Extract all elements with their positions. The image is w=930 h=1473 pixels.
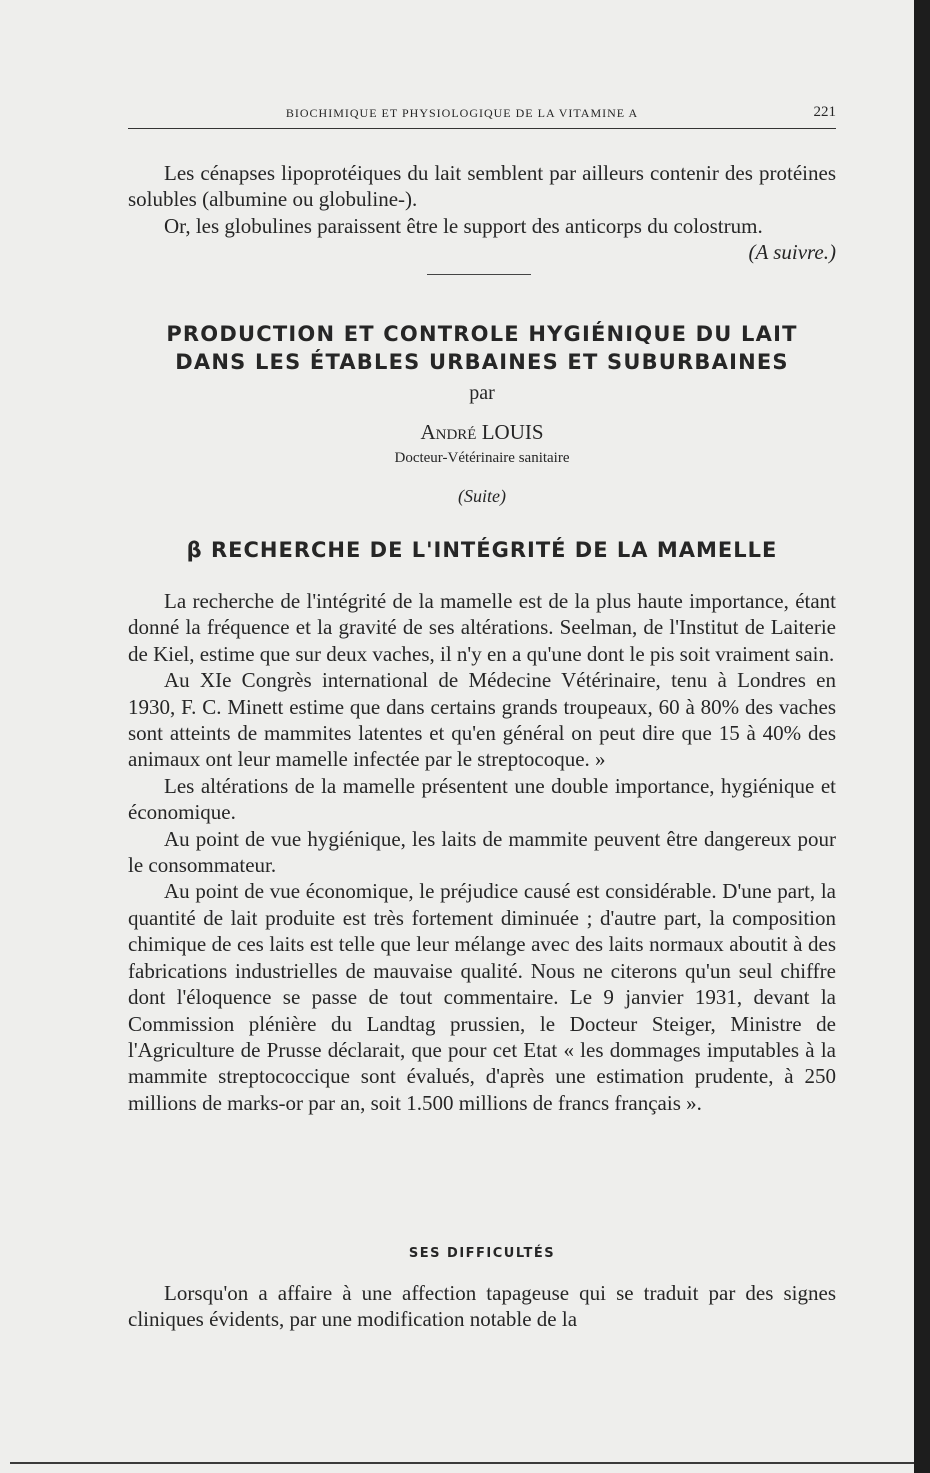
prev-paragraph-2-text: Or, les globulines paraissent être le support des anticorps du colostrum. bbox=[164, 213, 763, 238]
previous-article-ending bbox=[128, 160, 836, 266]
paragraph-4: Au point de vue hygiénique, les laits de mammite peuvent être dangereux pour le consommateur. bbox=[128, 826, 836, 878]
section-heading: β RECHERCHE DE L'INTÉGRITÉ DE LA MAMELLE bbox=[186, 538, 778, 562]
by-line: par bbox=[469, 382, 495, 404]
to-be-continued: (A suivre.) bbox=[748, 240, 836, 265]
author-affiliation: Docteur-Vétérinaire sanitaire bbox=[394, 450, 570, 466]
suite-note: (Suite) bbox=[458, 486, 506, 506]
paragraph-2: Au XIe Congrès international de Médecine Vétérinaire, tenu à Londres en 1930, F. C. Minett estime que dans certains grands troupeaux, 60 à 80% des vaches sont atteints de mammites latentes et qu'en général on peut dire que 15 à 40% des animaux ont leur mamelle infectée par le streptocoque. » bbox=[128, 668, 836, 772]
paragraph-5: Au point de vue économique, le préjudice causé est considérable. D'une part, la quantité de lait produite est très fortement diminuée ; d'autre part, la composition chimique de ces laits est telle que leur mélange avec des laits normaux aboutit à des fabrications industrielles de mauvaise qualité. Nous ne citerons qu'un seul chiffre dont l'éloquence se passe de tout commentaire. Le 9 janvier 1931, devant la Commission plénière du Landtag prussien, le Docteur Steiger, Ministre de l'Agriculture de Prusse déclarait, que pour cet Etat « les dommages imputables à la mammite streptococcique sont évalués, d'après une estimation prudente, à 250 millions de marks-or par an, soit 1.500 millions de francs français ». bbox=[128, 879, 836, 1115]
article-title-line-1: PRODUCTION ET CONTROLE HYGIÉNIQUE DU LAIT bbox=[166, 322, 798, 346]
separator-rule bbox=[427, 274, 531, 275]
author-name: André LOUIS bbox=[420, 420, 544, 444]
paragraph-3: Les altérations de la mamelle présentent une double importance, hygiénique et économique. bbox=[128, 773, 836, 825]
subsection-body bbox=[128, 1280, 836, 1333]
subsection-heading: SES DIFFICULTÉS bbox=[408, 1246, 556, 1261]
paragraph-1: La recherche de l'intégrité de la mamelle est de la plus haute importance, étant donné la fréquence et la gravité de ses altérations. Seelman, de l'Institut de Laiterie de Kiel, estime que sur deux vaches, il n'y en a qu'une dont le pis soit vraiment sain. bbox=[128, 589, 836, 666]
article-title-line-2: DANS LES ÉTABLES URBAINES ET SUBURBAINES bbox=[175, 350, 789, 374]
article-title bbox=[128, 320, 836, 376]
prev-paragraph-1: Les cénapses lipoprotéiques du lait semblent par ailleurs contenir des protéines solubles (albumine ou globuline-). bbox=[128, 161, 836, 212]
section-body bbox=[128, 588, 836, 1116]
page-number: 221 bbox=[813, 104, 836, 120]
scan-right-edge bbox=[914, 0, 930, 1473]
running-title: BIOCHIMIQUE ET PHYSIOLOGIQUE DE LA VITAMINE A bbox=[285, 106, 639, 120]
paragraph-6: Lorsqu'on a affaire à une affection tapageuse qui se traduit par des signes cliniques évidents, par une modification notable de la bbox=[128, 1281, 836, 1332]
running-head bbox=[128, 102, 836, 129]
prev-paragraph-2 bbox=[128, 213, 836, 265]
bottom-edge-rule bbox=[10, 1462, 914, 1464]
